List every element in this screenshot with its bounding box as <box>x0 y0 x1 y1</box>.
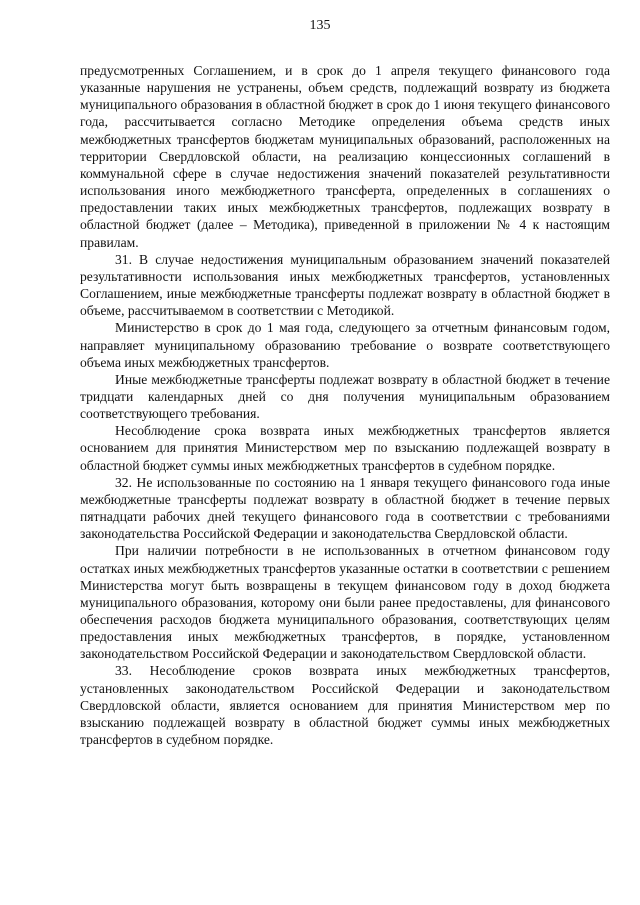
paragraph-unused-balances: При наличии потребности в не использованных в отчетном финансовом году остатках иных межбюджетных трансфертов указанные остатки в соответствии с решением Министерства могут быть возвращены в текущем финансовом году в доход бюджета муниципального образования, которому они были ранее предоставлены, для финансового обеспечения расходов бюджета муниципального образования, соответствующих целям предоставления иных межбюджетных трансфертов, в порядке, установленном законодательством Российской Федерации и законодательством Свердловской области. <box>80 543 610 662</box>
paragraph-clause-31: 31. В случае недостижения муниципальным образованием значений показателей результативности использования иных межбюджетных трансфертов, установленных Соглашением, иные межбюджетные трансферты подлежат возврату в областной бюджет в объеме, рассчитываемом в соответствии с Методикой. <box>80 251 610 319</box>
paragraph-clause-32: 32. Не использованные по состоянию на 1 января текущего финансового года иные межбюджетные трансферты подлежат возврату в областной бюджет в течение первых пятнадцати рабочих дней текущего финансового года в соответствии с требованиями законодательства Российской Федерации и законодательства Свердловской области. <box>80 474 610 542</box>
page-number: 135 <box>309 18 331 33</box>
paragraph-ministry-deadline: Министерство в срок до 1 мая года, следующего за отчетным финансовым годом, направляет муниципальному образованию требование о возврате соответствующего объема иных межбюджетных трансфертов. <box>80 320 610 370</box>
paragraph-non-compliance: Несоблюдение срока возврата иных межбюджетных трансфертов является основанием для принятия Министерством мер по взысканию подлежащей возврату в областной бюджет суммы иных межбюджетных трансфертов в судебном порядке. <box>80 423 610 473</box>
paragraph-continuation: предусмотренных Соглашением, и в срок до 1 апреля текущего финансового года указанные нарушения не устранены, объем средств, подлежащий возврату из бюджета муниципального образования в областной бюджет в срок до 1 июня текущего финансового года, рассчитывается согласно Методике определения объема средств иных межбюджетных трансфертов бюджетам муниципальных образований, расположенных на территории Свердловской области, на реализацию концессионных соглашений в коммунальной сфере в случае недостижения значений показателей результативности использования иного межбюджетного трансферта, определенных в соглашениях о предоставлении таких иных межбюджетных трансфертов, подлежащих возврату в областной бюджет (далее – Методика), приведенной в приложении № 4 к настоящим правилам. <box>80 63 610 250</box>
paragraph-clause-33: 33. Несоблюдение сроков возврата иных межбюджетных трансфертов, установленных законодательством Российской Федерации и законодательством Свердловской области, является основанием для принятия Министерством мер по взысканию подлежащей возврату в областной бюджет суммы иных межбюджетных трансфертов в судебном порядке. <box>80 663 610 748</box>
document-body <box>80 62 610 748</box>
paragraph-return-period: Иные межбюджетные трансферты подлежат возврату в областной бюджет в течение тридцати календарных дней со дня получения муниципальным образованием соответствующего требования. <box>80 371 610 422</box>
